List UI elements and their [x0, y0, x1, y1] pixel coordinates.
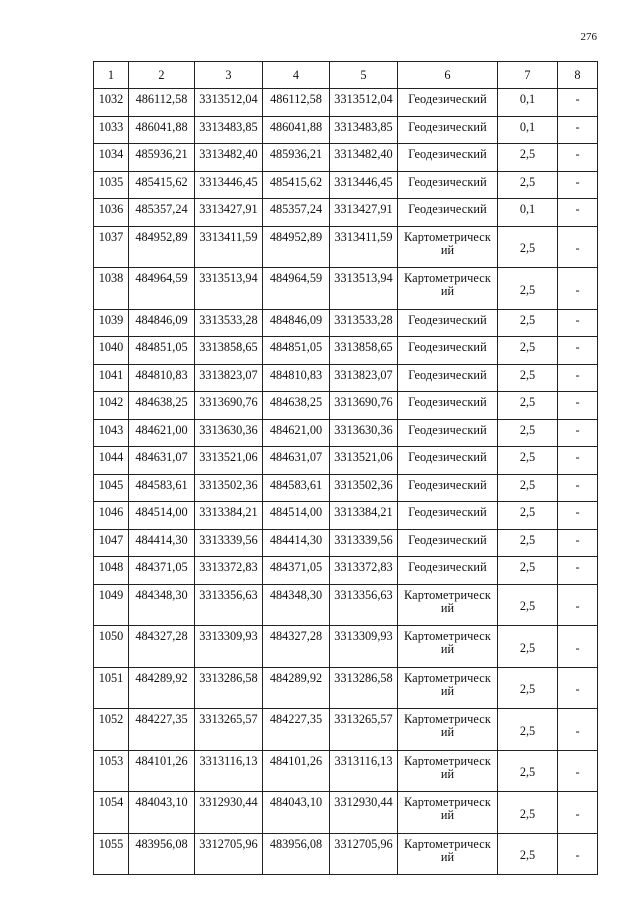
cell-x-coordinate: 484638,25 — [129, 392, 195, 420]
cell-x-coordinate: 486112,58 — [129, 89, 195, 117]
cell-point-number: 1047 — [94, 529, 129, 557]
cell-x-coordinate-2: 484583,61 — [263, 474, 330, 502]
cell-y-coordinate-2: 3313630,36 — [330, 419, 398, 447]
cell-determination-method: Геодезический — [398, 171, 498, 199]
cell-y-coordinate-2: 3313823,07 — [330, 364, 398, 392]
cell-note: - — [558, 709, 598, 751]
column-header-7: 7 — [498, 62, 558, 89]
cell-note: - — [558, 364, 598, 392]
cell-y-coordinate-2: 3313265,57 — [330, 709, 398, 751]
cell-determination-method: Картометрическ ий — [398, 268, 498, 310]
cell-y-coordinate-2: 3313339,56 — [330, 529, 398, 557]
cell-point-number: 1033 — [94, 116, 129, 144]
table-row — [94, 584, 598, 626]
cell-y-coordinate-2: 3313286,58 — [330, 667, 398, 709]
cell-accuracy: 2,5 — [498, 309, 558, 337]
cell-point-number: 1054 — [94, 792, 129, 834]
table-row — [94, 833, 598, 875]
cell-point-number: 1038 — [94, 268, 129, 310]
cell-determination-method: Геодезический — [398, 557, 498, 585]
cell-y-coordinate: 3312930,44 — [195, 792, 263, 834]
cell-y-coordinate: 3313483,85 — [195, 116, 263, 144]
cell-determination-method: Картометрическ ий — [398, 709, 498, 751]
cell-x-coordinate-2: 485936,21 — [263, 144, 330, 172]
cell-y-coordinate-2: 3313482,40 — [330, 144, 398, 172]
cell-determination-method: Геодезический — [398, 199, 498, 227]
cell-accuracy: 2,5 — [498, 709, 558, 751]
cell-x-coordinate: 485357,24 — [129, 199, 195, 227]
cell-point-number: 1041 — [94, 364, 129, 392]
cell-y-coordinate: 3313356,63 — [195, 584, 263, 626]
column-header-1: 1 — [94, 62, 129, 89]
column-header-5: 5 — [330, 62, 398, 89]
table-row — [94, 447, 598, 475]
table-row — [94, 89, 598, 117]
cell-y-coordinate-2: 3313483,85 — [330, 116, 398, 144]
table-body — [94, 89, 598, 875]
cell-y-coordinate-2: 3313309,93 — [330, 626, 398, 668]
table-row — [94, 667, 598, 709]
cell-y-coordinate: 3313446,45 — [195, 171, 263, 199]
cell-x-coordinate: 484414,30 — [129, 529, 195, 557]
cell-x-coordinate: 484514,00 — [129, 502, 195, 530]
cell-x-coordinate-2: 486112,58 — [263, 89, 330, 117]
cell-x-coordinate: 484101,26 — [129, 750, 195, 792]
cell-accuracy: 0,1 — [498, 89, 558, 117]
cell-note: - — [558, 833, 598, 875]
table-row — [94, 474, 598, 502]
table-row — [94, 309, 598, 337]
cell-point-number: 1034 — [94, 144, 129, 172]
cell-x-coordinate: 483956,08 — [129, 833, 195, 875]
cell-accuracy: 2,5 — [498, 626, 558, 668]
cell-x-coordinate-2: 484348,30 — [263, 584, 330, 626]
cell-accuracy: 0,1 — [498, 199, 558, 227]
cell-point-number: 1053 — [94, 750, 129, 792]
cell-x-coordinate: 484227,35 — [129, 709, 195, 751]
cell-accuracy: 2,5 — [498, 419, 558, 447]
cell-y-coordinate-2: 3313690,76 — [330, 392, 398, 420]
cell-point-number: 1040 — [94, 337, 129, 365]
table-row — [94, 268, 598, 310]
cell-note: - — [558, 226, 598, 268]
table-row — [94, 709, 598, 751]
cell-y-coordinate-2: 3313446,45 — [330, 171, 398, 199]
cell-y-coordinate: 3313286,58 — [195, 667, 263, 709]
cell-note: - — [558, 502, 598, 530]
table-header-row — [94, 62, 598, 89]
cell-accuracy: 2,5 — [498, 833, 558, 875]
cell-x-coordinate-2: 483956,08 — [263, 833, 330, 875]
cell-accuracy: 2,5 — [498, 171, 558, 199]
cell-x-coordinate-2: 484964,59 — [263, 268, 330, 310]
cell-note: - — [558, 792, 598, 834]
cell-x-coordinate-2: 484621,00 — [263, 419, 330, 447]
column-header-8: 8 — [558, 62, 598, 89]
cell-point-number: 1037 — [94, 226, 129, 268]
cell-y-coordinate: 3313372,83 — [195, 557, 263, 585]
cell-y-coordinate-2: 3313533,28 — [330, 309, 398, 337]
cell-x-coordinate-2: 485357,24 — [263, 199, 330, 227]
cell-accuracy: 2,5 — [498, 474, 558, 502]
cell-note: - — [558, 447, 598, 475]
cell-point-number: 1049 — [94, 584, 129, 626]
cell-point-number: 1055 — [94, 833, 129, 875]
cell-accuracy: 0,1 — [498, 116, 558, 144]
cell-y-coordinate-2: 3313521,06 — [330, 447, 398, 475]
cell-accuracy: 2,5 — [498, 750, 558, 792]
cell-accuracy: 2,5 — [498, 529, 558, 557]
cell-accuracy: 2,5 — [498, 502, 558, 530]
cell-y-coordinate: 3313427,91 — [195, 199, 263, 227]
table-row — [94, 392, 598, 420]
cell-note: - — [558, 309, 598, 337]
cell-note: - — [558, 268, 598, 310]
cell-accuracy: 2,5 — [498, 557, 558, 585]
table-row — [94, 792, 598, 834]
table-row — [94, 226, 598, 268]
cell-point-number: 1050 — [94, 626, 129, 668]
cell-y-coordinate-2: 3312930,44 — [330, 792, 398, 834]
cell-x-coordinate-2: 484638,25 — [263, 392, 330, 420]
cell-x-coordinate-2: 484810,83 — [263, 364, 330, 392]
table-row — [94, 337, 598, 365]
cell-x-coordinate: 484952,89 — [129, 226, 195, 268]
cell-note: - — [558, 116, 598, 144]
cell-y-coordinate-2: 3313858,65 — [330, 337, 398, 365]
table-row — [94, 557, 598, 585]
cell-x-coordinate-2: 486041,88 — [263, 116, 330, 144]
cell-x-coordinate-2: 484227,35 — [263, 709, 330, 751]
cell-x-coordinate: 484583,61 — [129, 474, 195, 502]
cell-x-coordinate: 485415,62 — [129, 171, 195, 199]
cell-y-coordinate-2: 3313411,59 — [330, 226, 398, 268]
cell-x-coordinate: 484851,05 — [129, 337, 195, 365]
coordinates-table — [93, 61, 598, 875]
cell-y-coordinate: 3313521,06 — [195, 447, 263, 475]
cell-determination-method: Картометрическ ий — [398, 626, 498, 668]
cell-y-coordinate: 3313265,57 — [195, 709, 263, 751]
cell-determination-method: Геодезический — [398, 337, 498, 365]
cell-point-number: 1044 — [94, 447, 129, 475]
cell-point-number: 1045 — [94, 474, 129, 502]
cell-accuracy: 2,5 — [498, 268, 558, 310]
cell-y-coordinate-2: 3313372,83 — [330, 557, 398, 585]
cell-accuracy: 2,5 — [498, 392, 558, 420]
cell-y-coordinate-2: 3312705,96 — [330, 833, 398, 875]
cell-determination-method: Геодезический — [398, 502, 498, 530]
cell-y-coordinate: 3313823,07 — [195, 364, 263, 392]
cell-note: - — [558, 750, 598, 792]
cell-determination-method: Геодезический — [398, 364, 498, 392]
cell-y-coordinate-2: 3313512,04 — [330, 89, 398, 117]
cell-accuracy: 2,5 — [498, 667, 558, 709]
cell-x-coordinate: 485936,21 — [129, 144, 195, 172]
cell-note: - — [558, 199, 598, 227]
column-header-3: 3 — [195, 62, 263, 89]
cell-determination-method: Картометрическ ий — [398, 226, 498, 268]
cell-note: - — [558, 392, 598, 420]
table-row — [94, 626, 598, 668]
cell-note: - — [558, 557, 598, 585]
cell-x-coordinate: 484810,83 — [129, 364, 195, 392]
cell-accuracy: 2,5 — [498, 144, 558, 172]
cell-accuracy: 2,5 — [498, 337, 558, 365]
cell-determination-method: Геодезический — [398, 392, 498, 420]
cell-point-number: 1048 — [94, 557, 129, 585]
cell-y-coordinate-2: 3313116,13 — [330, 750, 398, 792]
cell-x-coordinate-2: 484043,10 — [263, 792, 330, 834]
cell-x-coordinate-2: 484414,30 — [263, 529, 330, 557]
cell-accuracy: 2,5 — [498, 792, 558, 834]
table-row — [94, 199, 598, 227]
cell-x-coordinate-2: 484371,05 — [263, 557, 330, 585]
cell-note: - — [558, 419, 598, 447]
cell-point-number: 1043 — [94, 419, 129, 447]
table-row — [94, 419, 598, 447]
table-row — [94, 171, 598, 199]
column-header-2: 2 — [129, 62, 195, 89]
cell-point-number: 1052 — [94, 709, 129, 751]
cell-x-coordinate: 484327,28 — [129, 626, 195, 668]
cell-x-coordinate-2: 484327,28 — [263, 626, 330, 668]
cell-x-coordinate: 484621,00 — [129, 419, 195, 447]
table-row — [94, 144, 598, 172]
table-row — [94, 116, 598, 144]
cell-point-number: 1046 — [94, 502, 129, 530]
cell-determination-method: Картометрическ ий — [398, 833, 498, 875]
cell-x-coordinate-2: 485415,62 — [263, 171, 330, 199]
cell-y-coordinate-2: 3313356,63 — [330, 584, 398, 626]
cell-point-number: 1039 — [94, 309, 129, 337]
cell-accuracy: 2,5 — [498, 364, 558, 392]
page-number: 276 — [580, 31, 597, 43]
cell-x-coordinate: 484846,09 — [129, 309, 195, 337]
cell-x-coordinate-2: 484289,92 — [263, 667, 330, 709]
cell-determination-method: Картометрическ ий — [398, 750, 498, 792]
cell-point-number: 1035 — [94, 171, 129, 199]
cell-x-coordinate-2: 484846,09 — [263, 309, 330, 337]
column-header-6: 6 — [398, 62, 498, 89]
cell-x-coordinate: 484348,30 — [129, 584, 195, 626]
cell-note: - — [558, 584, 598, 626]
cell-x-coordinate-2: 484851,05 — [263, 337, 330, 365]
cell-y-coordinate: 3313690,76 — [195, 392, 263, 420]
cell-y-coordinate: 3313384,21 — [195, 502, 263, 530]
cell-determination-method: Геодезический — [398, 447, 498, 475]
cell-determination-method: Геодезический — [398, 474, 498, 502]
cell-determination-method: Геодезический — [398, 309, 498, 337]
table-row — [94, 502, 598, 530]
cell-x-coordinate: 486041,88 — [129, 116, 195, 144]
cell-y-coordinate: 3312705,96 — [195, 833, 263, 875]
cell-y-coordinate: 3313512,04 — [195, 89, 263, 117]
cell-determination-method: Картометрическ ий — [398, 667, 498, 709]
table-row — [94, 364, 598, 392]
cell-y-coordinate-2: 3313513,94 — [330, 268, 398, 310]
cell-x-coordinate: 484371,05 — [129, 557, 195, 585]
cell-note: - — [558, 667, 598, 709]
cell-note: - — [558, 474, 598, 502]
cell-y-coordinate-2: 3313502,36 — [330, 474, 398, 502]
cell-x-coordinate-2: 484514,00 — [263, 502, 330, 530]
cell-point-number: 1042 — [94, 392, 129, 420]
cell-x-coordinate-2: 484101,26 — [263, 750, 330, 792]
cell-point-number: 1051 — [94, 667, 129, 709]
cell-y-coordinate: 3313411,59 — [195, 226, 263, 268]
cell-y-coordinate: 3313858,65 — [195, 337, 263, 365]
cell-determination-method: Геодезический — [398, 529, 498, 557]
cell-point-number: 1036 — [94, 199, 129, 227]
cell-determination-method: Картометрическ ий — [398, 584, 498, 626]
cell-note: - — [558, 171, 598, 199]
column-header-4: 4 — [263, 62, 330, 89]
cell-determination-method: Геодезический — [398, 89, 498, 117]
cell-x-coordinate: 484964,59 — [129, 268, 195, 310]
cell-accuracy: 2,5 — [498, 447, 558, 475]
cell-y-coordinate: 3313513,94 — [195, 268, 263, 310]
cell-y-coordinate-2: 3313427,91 — [330, 199, 398, 227]
cell-y-coordinate: 3313630,36 — [195, 419, 263, 447]
cell-x-coordinate-2: 484631,07 — [263, 447, 330, 475]
cell-x-coordinate: 484289,92 — [129, 667, 195, 709]
cell-y-coordinate: 3313533,28 — [195, 309, 263, 337]
cell-y-coordinate: 3313482,40 — [195, 144, 263, 172]
cell-note: - — [558, 529, 598, 557]
cell-note: - — [558, 337, 598, 365]
cell-accuracy: 2,5 — [498, 226, 558, 268]
cell-x-coordinate-2: 484952,89 — [263, 226, 330, 268]
cell-determination-method: Геодезический — [398, 419, 498, 447]
cell-y-coordinate: 3313116,13 — [195, 750, 263, 792]
table-row — [94, 529, 598, 557]
table-row — [94, 750, 598, 792]
cell-note: - — [558, 89, 598, 117]
cell-accuracy: 2,5 — [498, 584, 558, 626]
cell-y-coordinate-2: 3313384,21 — [330, 502, 398, 530]
cell-x-coordinate: 484631,07 — [129, 447, 195, 475]
cell-determination-method: Картометрическ ий — [398, 792, 498, 834]
cell-determination-method: Геодезический — [398, 116, 498, 144]
cell-determination-method: Геодезический — [398, 144, 498, 172]
cell-y-coordinate: 3313502,36 — [195, 474, 263, 502]
cell-y-coordinate: 3313339,56 — [195, 529, 263, 557]
cell-x-coordinate: 484043,10 — [129, 792, 195, 834]
cell-note: - — [558, 144, 598, 172]
cell-note: - — [558, 626, 598, 668]
cell-point-number: 1032 — [94, 89, 129, 117]
cell-y-coordinate: 3313309,93 — [195, 626, 263, 668]
